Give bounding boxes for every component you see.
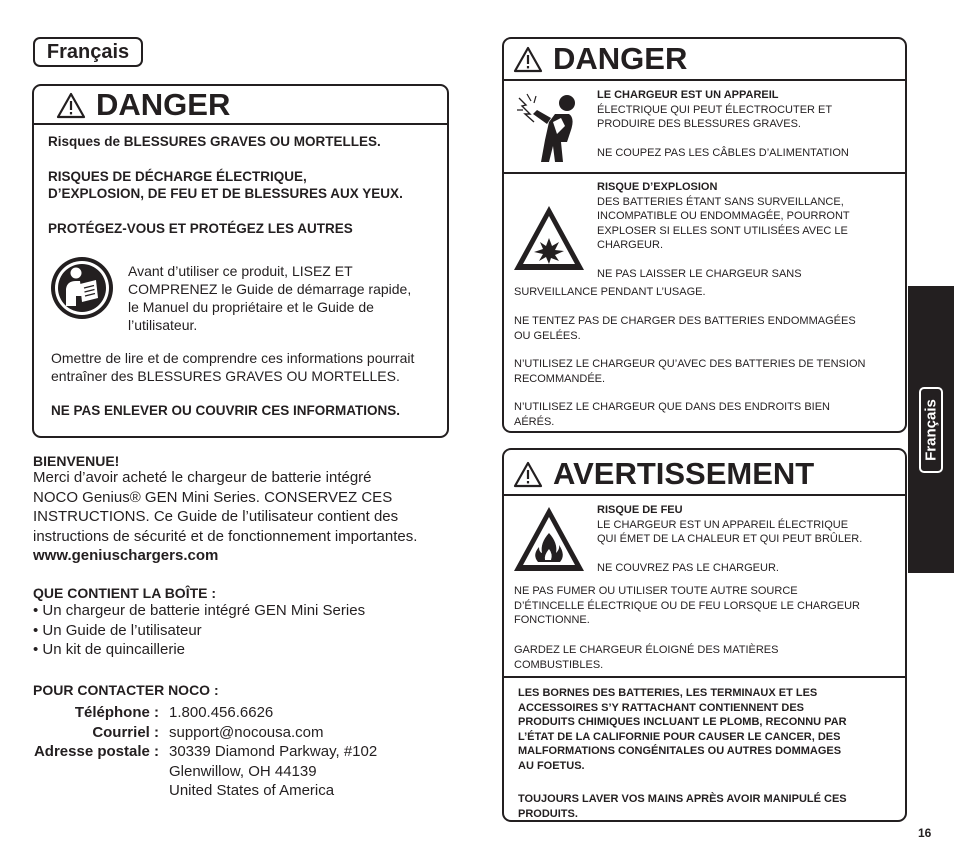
warning-header: [513, 455, 814, 493]
box-contents-list: [33, 601, 365, 660]
ventilation-note: N’UTILISEZ LE CHARGEUR QUE DANS DES ENDROITS BIEN AÉRÉS.: [514, 401, 830, 428]
warning-triangle-icon: [513, 46, 543, 73]
welcome-heading: BIENVENUE!: [33, 453, 120, 469]
read-manual-icon: [50, 256, 114, 320]
damaged-battery-note: NE TENTEZ PAS DE CHARGER DES BATTERIES ENDOMMAGÉES OU GELÉES.: [514, 315, 856, 342]
prop65-text: LES BORNES DES BATTERIES, LES TERMINAUX ET LES ACCESSOIRES S’Y RATTACHANT CONTIENNENT DES PRODUITS CHIMIQUES INCLUANT LE PLOMB, RECONNU PAR L’ÉTAT DE LA CALIFORNIE POUR CAUSER LE CANCER, DES MALFORMATIONS CONGÉNITALES OU AUTRES DOMMAGES AU FOETUS.: [518, 687, 847, 772]
wash-hands-text: TOUJOURS LAVER VOS MAINS APRÈS AVOIR MANIPULÉ CES PRODUITS.: [518, 793, 847, 820]
contact-heading: POUR CONTACTER NOCO :: [33, 682, 219, 698]
right-danger-box: [502, 37, 907, 433]
email-value[interactable]: support@nocousa.com: [169, 723, 324, 741]
left-danger-title: DANGER: [96, 87, 231, 122]
voltage-note: N’UTILISEZ LE CHARGEUR QU’AVEC DES BATTERIES DE TENSION RECOMMANDÉE.: [514, 358, 866, 385]
warning-divider-2: [504, 676, 905, 678]
no-smoking-note: NE PAS FUMER OU UTILISER TOUTE AUTRE SOURCE D’ÉTINCELLE ÉLECTRIQUE OU DE FEU LORSQUE LE CHARGEUR FONCTIONNE.: [514, 585, 860, 626]
fire-text: RISQUE DE FEU LE CHARGEUR EST UN APPAREIL ÉLECTRIQUE QUI ÉMET DE LA CHALEUR ET QUI PEUT BRÛLER. NE COUVREZ PAS LE CHARGEUR.: [597, 504, 863, 574]
left-danger-header: [56, 86, 230, 124]
side-tab-label: Français: [922, 399, 940, 461]
combustibles-note: GARDEZ LE CHARGEUR ÉLOIGNÉ DES MATIÈRES COMBUSTIBLES.: [514, 644, 779, 671]
risk-types-line-2: D’EXPLOSION, DE FEU ET DE BLESSURES AUX YEUX.: [48, 186, 403, 201]
language-side-tab: [908, 286, 954, 573]
email-label: Courriel :: [92, 723, 159, 741]
shock-divider: [504, 172, 905, 174]
warning-title: AVERTISSEMENT: [553, 456, 815, 491]
right-danger-title: DANGER: [553, 41, 688, 76]
do-not-remove-line: NE PAS ENLEVER OU COUVRIR CES INFORMATIONS.: [51, 403, 401, 418]
left-danger-box: [32, 84, 449, 438]
address-label: Adresse postale :: [33, 743, 159, 760]
explosion-hazard-icon: [512, 204, 586, 272]
box-contents-heading: QUE CONTIENT LA BOÎTE :: [33, 585, 217, 601]
omit-warning-text: Omettre de lire et de comprendre ces informations pourrait entraîner des BLESSURES GRAVES OU MORTELLES.: [51, 350, 415, 384]
fire-hazard-icon: [512, 505, 586, 573]
welcome-body: Merci d’avoir acheté le chargeur de batterie intégré NOCO Genius® GEN Mini Series. CONSERVEZ CES INSTRUCTIONS. Ce Guide de l’utilisateur contient des instructions de sécurité et de fonctionnement importantes. www.geniuschargers.com: [33, 469, 418, 564]
electric-shock-icon: [517, 92, 579, 164]
warning-triangle-icon: [513, 461, 543, 488]
explosion-text: RISQUE D’EXPLOSION DES BATTERIES ÉTANT SANS SURVEILLANCE, INCOMPATIBLE OU ENDOMMAGÉE, POURRONT EXPLOSER SI ELLES SONT UTILISÉES AVEC LE CHARGEUR. NE PAS LAISSER LE CHARGEUR SANS: [597, 181, 850, 280]
right-danger-header: [513, 40, 687, 78]
warning-triangle-icon: [56, 92, 86, 119]
language-badge: Français: [33, 37, 143, 67]
protect-line: PROTÉGEZ-VOUS ET PROTÉGEZ LES AUTRES: [48, 221, 353, 236]
list-item: • Un chargeur de batterie intégré GEN Mini Series: [33, 602, 366, 619]
right-danger-divider: [504, 79, 905, 81]
left-danger-divider: [34, 123, 447, 125]
warning-box: [502, 448, 907, 822]
address-value: 30339 Diamond Parkway, #102 Glenwillow, OH 44139 United States of America: [169, 743, 378, 799]
list-item: • Un kit de quincaillerie: [33, 641, 185, 658]
explosion-note-2: SURVEILLANCE PENDANT L’USAGE.: [514, 286, 706, 298]
page-number: 16: [918, 826, 932, 840]
warning-divider: [504, 494, 905, 496]
phone-value[interactable]: 1.800.456.6626: [169, 704, 274, 721]
side-tab-label-box: [919, 387, 943, 473]
shock-text: LE CHARGEUR EST UN APPAREIL ÉLECTRIQUE QUI PEUT ÉLECTROCUTER ET PRODUIRE DES BLESSURES GRAVES. NE COUPEZ PAS LES CÂBLES D’ALIMENTATION: [597, 89, 849, 159]
website-link[interactable]: www.geniuschargers.com: [33, 547, 219, 564]
phone-label: Téléphone :: [74, 704, 159, 721]
risk-types-line-1: RISQUES DE DÉCHARGE ÉLECTRIQUE,: [48, 169, 307, 184]
read-manual-text: Avant d’utiliser ce produit, LISEZ ET COMPRENEZ le Guide de démarrage rapide, le Manuel du propriétaire et le Guide de l’utilisateur.: [128, 263, 412, 333]
risk-line: Risques de BLESSURES GRAVES OU MORTELLES.: [48, 134, 381, 149]
contact-table: [33, 703, 377, 801]
list-item: • Un Guide de l’utilisateur: [33, 621, 202, 639]
